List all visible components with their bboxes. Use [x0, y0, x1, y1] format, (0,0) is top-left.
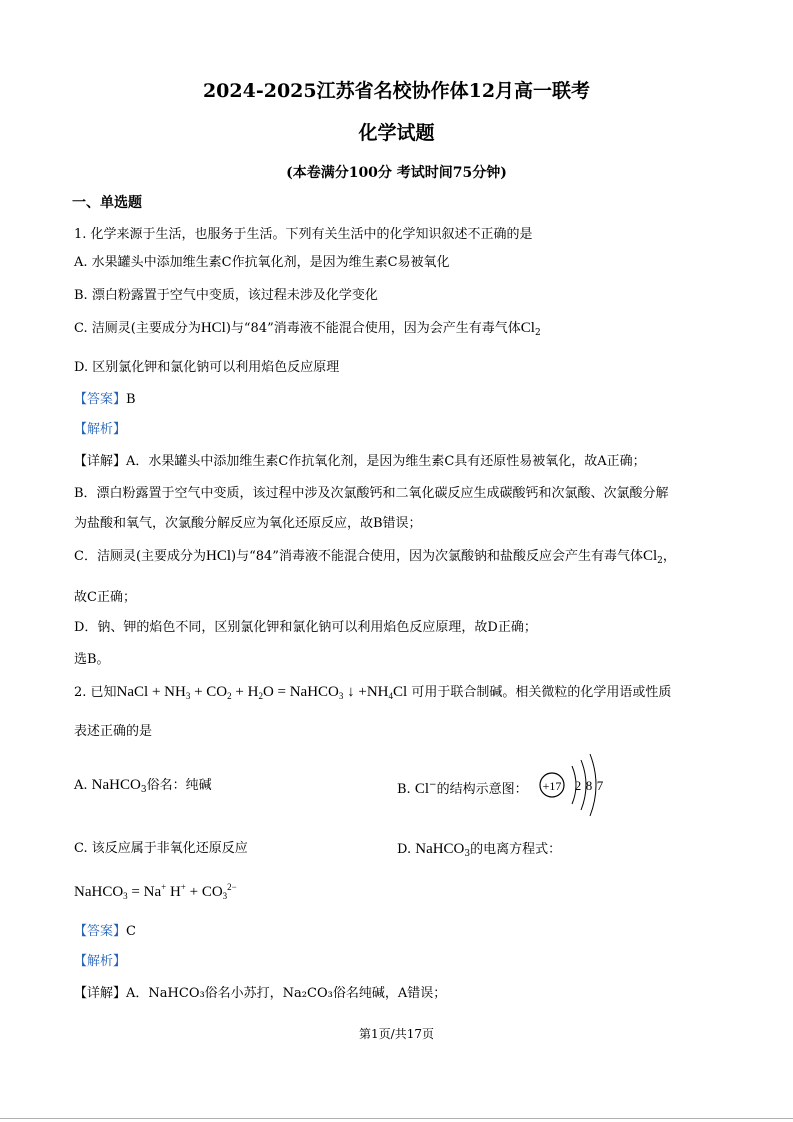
q2-stem-2: 表述正确的是: [74, 724, 153, 739]
q2-answer: 【答案】C: [74, 924, 136, 939]
shell-electrons-2: 8: [585, 778, 593, 793]
subject-title: 化学试题: [358, 122, 435, 144]
exam-title: 2024-2025江苏省名校协作体12月高一联考: [202, 80, 591, 102]
q1-choose: 选B。: [74, 652, 110, 667]
bottom-divider: [0, 1118, 793, 1119]
section-heading: 一、单选题: [72, 195, 142, 211]
q2-analysis-tag: 【解析】: [74, 954, 127, 969]
q1-option-b: B. 漂白粉露置于空气中变质，该过程未涉及化学变化: [74, 288, 378, 303]
q2-option-b: B. Cl−的结构示意图：: [397, 780, 528, 797]
nucleus-charge: +17: [542, 779, 562, 793]
q2-option-a: A. NaHCO$_3$俗名：纯碱: [74, 777, 212, 795]
q1-stem: 1. 化学来源于生活，也服务于生活。下列有关生活中的化学知识叙述不正确的是: [74, 227, 533, 242]
q2-detail-a: 【详解】A．NaHCO₃俗名小苏打，Na₂CO₃俗名纯碱，A错误；: [74, 986, 447, 1001]
chlorine-structure-diagram: [536, 752, 616, 824]
q2-option-c: C. 该反应属于非氧化还原反应: [74, 841, 248, 856]
q1-detail-b1: B．漂白粉露置于空气中变质，该过程中涉及次氯酸钙和二氧化碳反应生成碳酸钙和次氯酸、次氯酸分解: [74, 486, 669, 501]
shell-electrons-1: 2: [574, 778, 582, 793]
q1-answer: 【答案】B: [74, 392, 136, 407]
q1-detail-b2: 为盐酸和氧气，次氯酸分解反应为氧化还原反应，故B错误；: [74, 516, 422, 531]
shell-electrons-3: 7: [596, 778, 604, 793]
q1-analysis-tag: 【解析】: [74, 422, 127, 437]
q2-option-d: D. NaHCO$_3$的电离方程式：: [397, 841, 562, 859]
q1-detail-c: C．洁厕灵(主要成分为HCl)与“84”消毒液不能混合使用，因为次氯酸钠和盐酸反应会产生有毒气体$Cl_2$，: [74, 548, 676, 566]
q1-option-a: A. 水果罐头中添加维生素C作抗氧化剂，是因为维生素C易被氧化: [74, 255, 450, 270]
page-footer: 第1页/共17页: [359, 1027, 434, 1041]
q2-equation: NaCl + $NH_3 + CO_2 + H_2O$ = NaHCO$_3$ ↓ $+NH_4Cl$: [116, 684, 408, 701]
q1-detail-c2: 故C正确；: [74, 590, 136, 605]
q1-detail-d: D．钠、钾的焰色不同，区别氯化钾和氯化钠可以利用焰色反应原理，故D正确；: [74, 620, 537, 635]
q1-detail-a: 【详解】A．水果罐头中添加维生素C作抗氧化剂，是因为维生素C具有还原性易被氧化，故A正确；: [74, 454, 646, 469]
q1-option-c: C. 洁厕灵(主要成分为HCl)与“84”消毒液不能混合使用，因为会产生有毒气体$Cl_2$: [74, 320, 541, 338]
exam-note: (本卷满分100分 考试时间75分钟): [286, 165, 507, 181]
q2-stem: 2. 已知NaCl + $NH_3 + CO_2 + H_2O$ = NaHCO$_3$ ↓ $+NH_4Cl$ 可用于联合制碱。相关微粒的化学用语或性质: [74, 684, 672, 701]
q2-option-d-equation: NaHCO$_3$ = Na+ $H^+ + CO_3^{2-}$: [74, 882, 237, 901]
q1-option-d: D. 区别氯化钾和氯化钠可以利用焰色反应原理: [74, 360, 340, 375]
